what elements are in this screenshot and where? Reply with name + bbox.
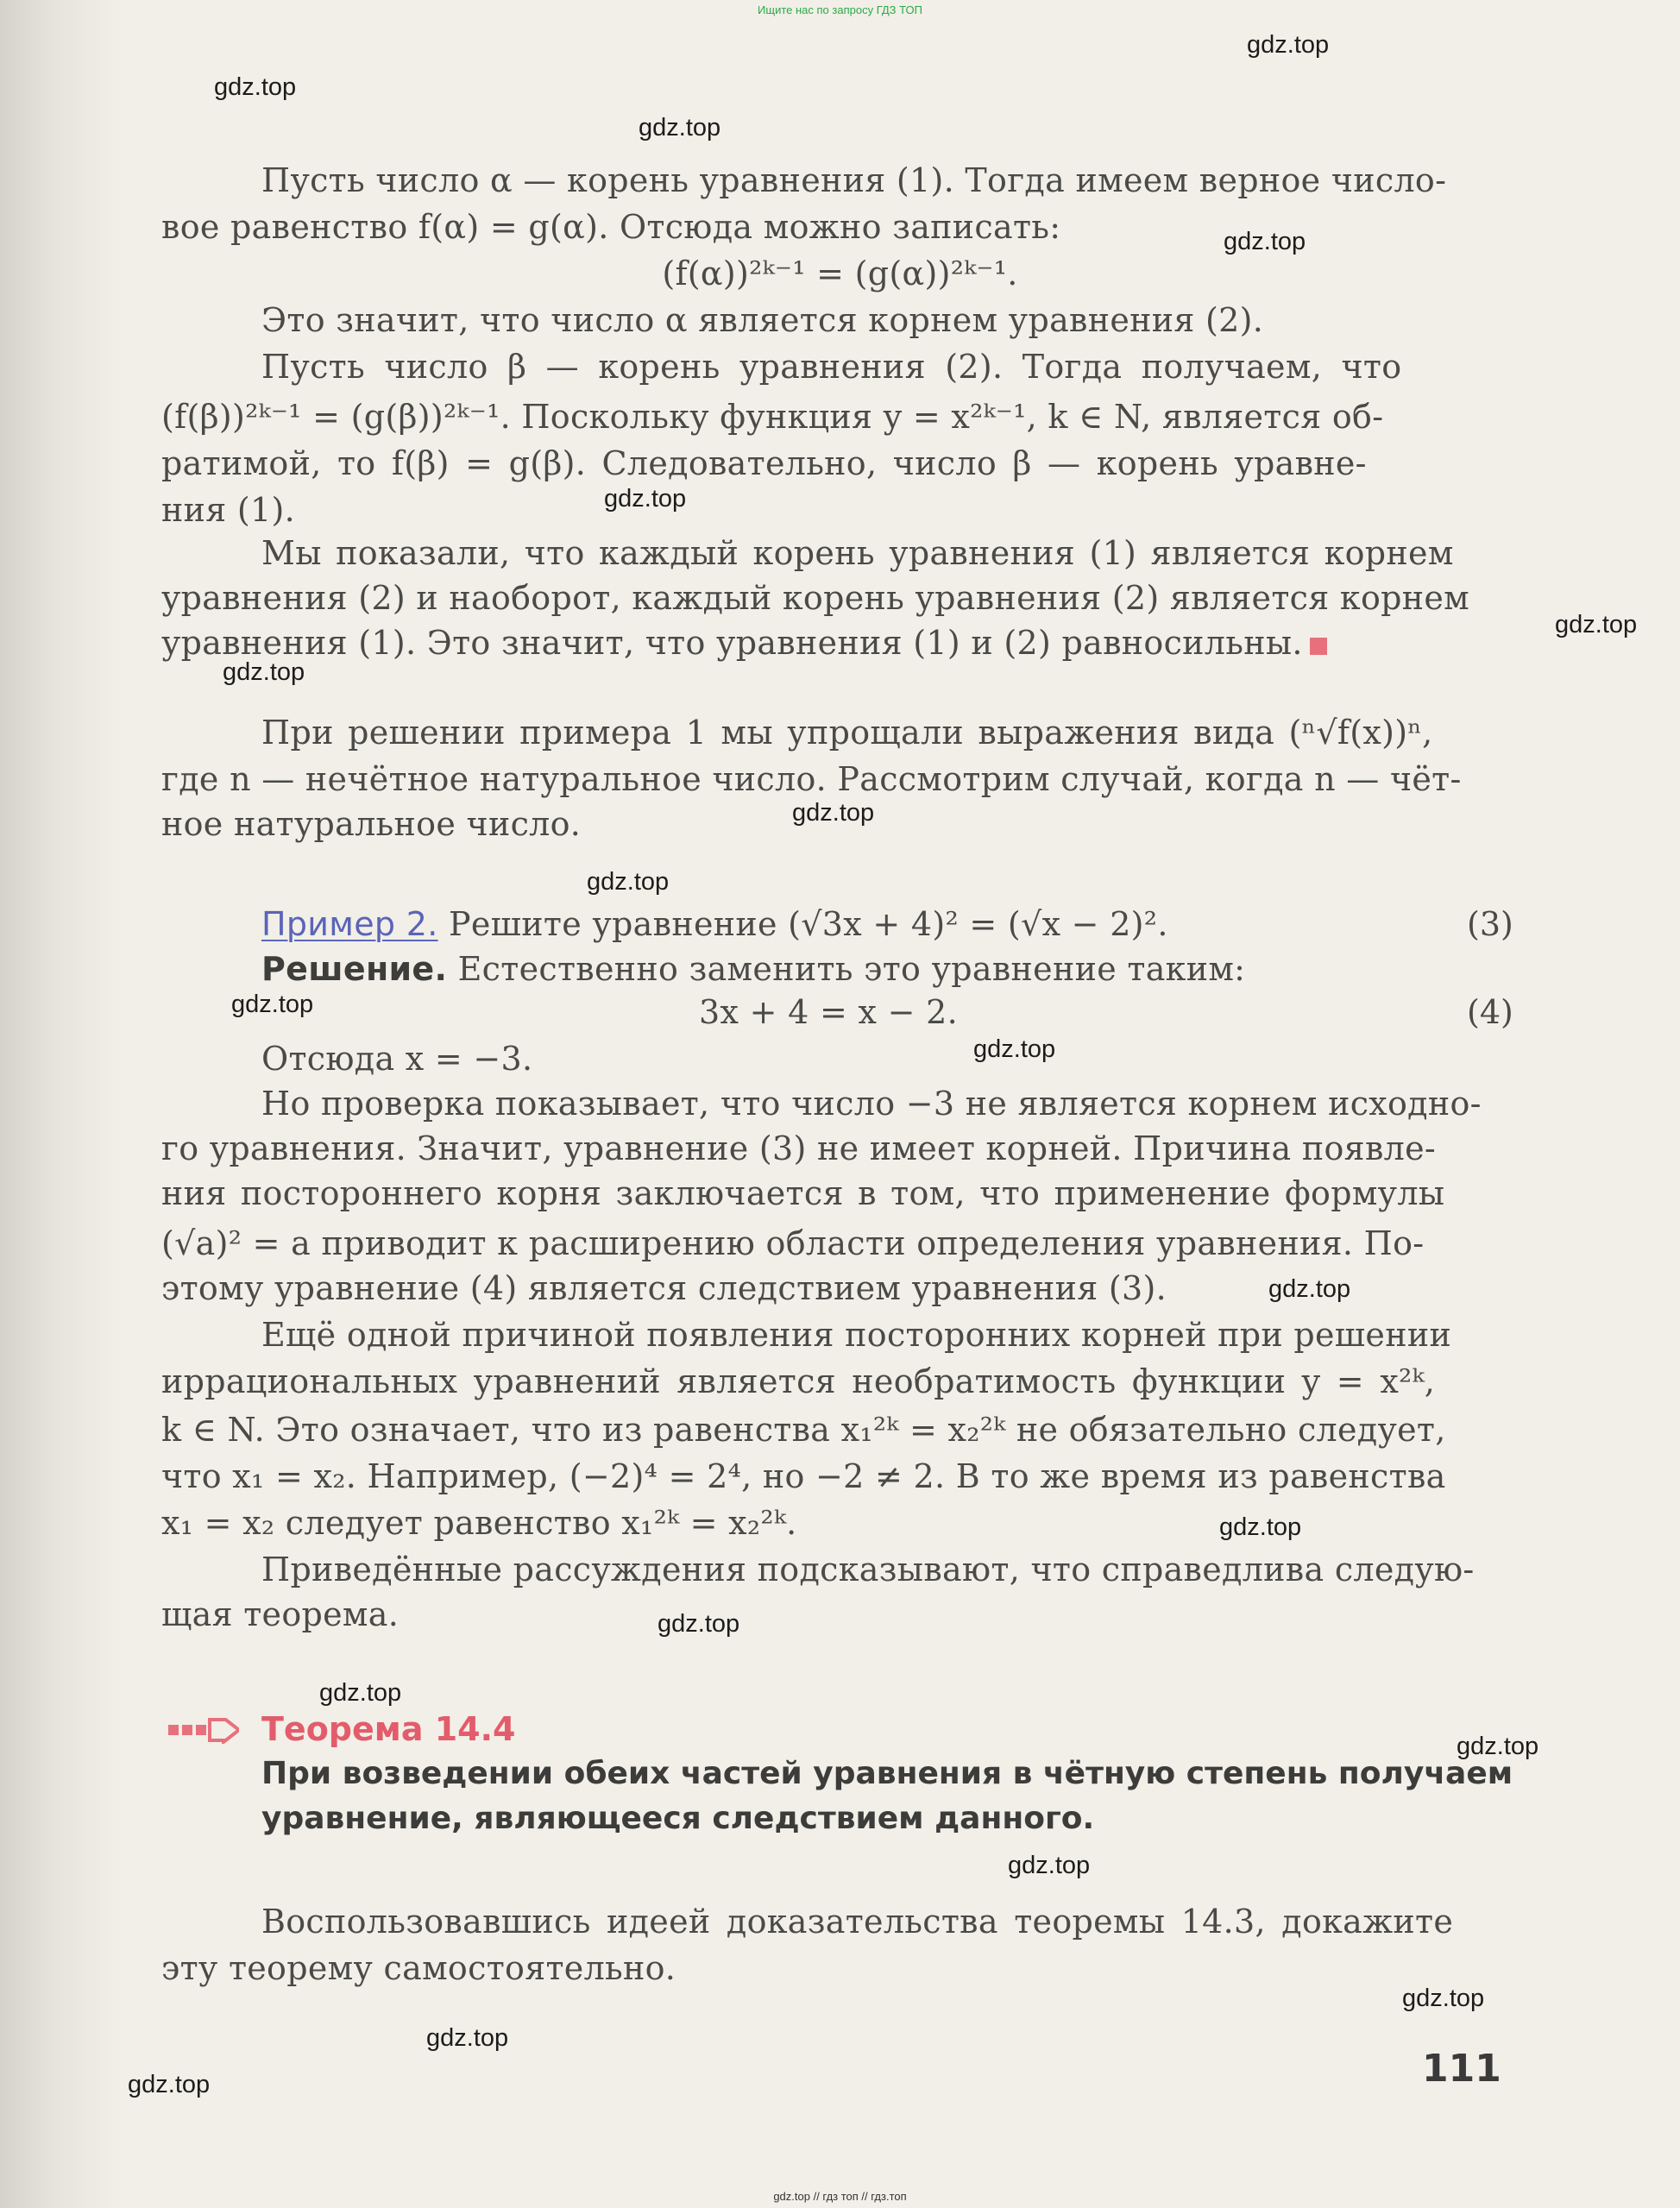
header-note: Ищите нас по запросу ГДЗ ТОП	[758, 3, 922, 16]
solution-text: Естественно заменить это уравнение таким:	[457, 950, 1246, 988]
watermark: gdz.top	[1219, 1513, 1302, 1541]
text-line: этому уравнение (4) является следствием уравнения (3).	[161, 1269, 1167, 1307]
watermark: gdz.top	[1247, 31, 1330, 59]
example-text: Решите уравнение (√3x + 4)² = (√x − 2)².	[448, 905, 1168, 943]
text-line: ния постороннего корня заключается в том, что применение формулы	[161, 1174, 1445, 1212]
book-spine-shadow	[0, 0, 121, 2208]
text-line-content: уравнения (1). Это значит, что уравнения (1) и (2) равносильны.	[161, 624, 1303, 662]
text-line: эту теорему самостоятельно.	[161, 1949, 676, 1987]
watermark: gdz.top	[1268, 1275, 1351, 1303]
watermark: gdz.top	[214, 73, 297, 101]
watermark: gdz.top	[792, 799, 875, 827]
theorem-text: При возведении обеих частей уравнения в чётную степень получаем	[261, 1756, 1513, 1791]
watermark: gdz.top	[231, 991, 314, 1018]
watermark: gdz.top	[426, 2024, 509, 2052]
text-line: При решении примера 1 мы упрощали выражения вида (ⁿ√f(x))ⁿ,	[261, 714, 1433, 752]
formula-line: 3x + 4 = x − 2.	[699, 993, 958, 1031]
text-line: иррациональных уравнений является необратимость функции y = x²ᵏ,	[161, 1362, 1436, 1400]
watermark: gdz.top	[223, 658, 305, 686]
text-line: Отсюда x = −3.	[261, 1040, 533, 1078]
solution-line	[261, 949, 1245, 989]
watermark: gdz.top	[1008, 1852, 1091, 1879]
theorem-text: уравнение, являющееся следствием данного.	[261, 1801, 1095, 1836]
text-line: Это значит, что число α является корнем уравнения (2).	[261, 301, 1264, 339]
solution-label: Решение.	[261, 950, 448, 988]
text-line: что x₁ = x₂. Например, (−2)⁴ = 2⁴, но −2 ≠ 2. В то же время из равенства	[161, 1457, 1446, 1495]
watermark: gdz.top	[128, 2071, 211, 2098]
text-line: Мы показали, что каждый корень уравнения (1) является корнем	[261, 534, 1454, 572]
page-number: 111	[1422, 2047, 1501, 2091]
watermark: gdz.top	[1555, 611, 1638, 638]
text-line: уравнения (2) и наоборот, каждый корень уравнения (2) является корнем	[161, 579, 1470, 617]
theorem-arrow-icon	[168, 1718, 239, 1744]
proof-end-marker	[1310, 638, 1327, 655]
text-line: го уравнения. Значит, уравнение (3) не имеет корней. Причина появле-	[161, 1129, 1437, 1167]
text-line: ратимой, то f(β) = g(β). Следовательно, число β — корень уравне-	[161, 444, 1367, 482]
text-line: Но проверка показывает, что число −3 не является корнем исходно-	[261, 1085, 1482, 1123]
watermark: gdz.top	[658, 1610, 740, 1638]
text-line: Ещё одной причиной появления посторонних корней при решении	[261, 1316, 1452, 1354]
watermark: gdz.top	[1224, 228, 1306, 255]
text-line: x₁ = x₂ следует равенство x₁²ᵏ = x₂²ᵏ.	[161, 1504, 797, 1542]
watermark: gdz.top	[587, 868, 670, 896]
text-line	[161, 623, 1327, 663]
text-line: щая теорема.	[161, 1595, 400, 1633]
example-label: Пример 2.	[261, 905, 438, 943]
text-line: ное натуральное число.	[161, 805, 582, 843]
equation-number: (3)	[1467, 905, 1513, 943]
watermark: gdz.top	[639, 114, 721, 142]
text-line: Воспользовавшись идеей доказательства теоремы 14.3, докажите	[261, 1903, 1454, 1941]
example-line	[261, 904, 1168, 944]
text-line: ния (1).	[161, 491, 296, 529]
text-line: Пусть число β — корень уравнения (2). Тогда получаем, что	[261, 348, 1402, 386]
watermark: gdz.top	[1402, 1985, 1485, 2012]
text-line: где n — нечётное натуральное число. Рассмотрим случай, когда n — чёт-	[161, 760, 1462, 798]
watermark: gdz.top	[1457, 1733, 1539, 1760]
text-line: Пусть число α — корень уравнения (1). Тогда имеем верное число-	[261, 161, 1447, 199]
watermark: gdz.top	[319, 1679, 402, 1707]
footer-note: gdz.top // гдз топ // гдз.топ	[773, 2190, 907, 2203]
text-line: (√a)² = a приводит к расширению области определения уравнения. По-	[161, 1224, 1425, 1262]
formula-line: (f(α))²ᵏ⁻¹ = (g(α))²ᵏ⁻¹.	[662, 255, 1018, 293]
text-line: (f(β))²ᵏ⁻¹ = (g(β))²ᵏ⁻¹. Поскольку функция y = x²ᵏ⁻¹, k ∈ N, является об-	[161, 398, 1384, 436]
text-line: Приведённые рассуждения подсказывают, что справедлива следую-	[261, 1551, 1475, 1588]
theorem-title: Теорема 14.4	[261, 1710, 516, 1748]
watermark: gdz.top	[604, 485, 687, 513]
equation-number: (4)	[1467, 993, 1513, 1031]
watermark: gdz.top	[973, 1035, 1056, 1063]
text-line: вое равенство f(α) = g(α). Отсюда можно записать:	[161, 208, 1061, 246]
text-line: k ∈ N. Это означает, что из равенства x₁²ᵏ = x₂²ᵏ не обязательно следует,	[161, 1411, 1446, 1449]
